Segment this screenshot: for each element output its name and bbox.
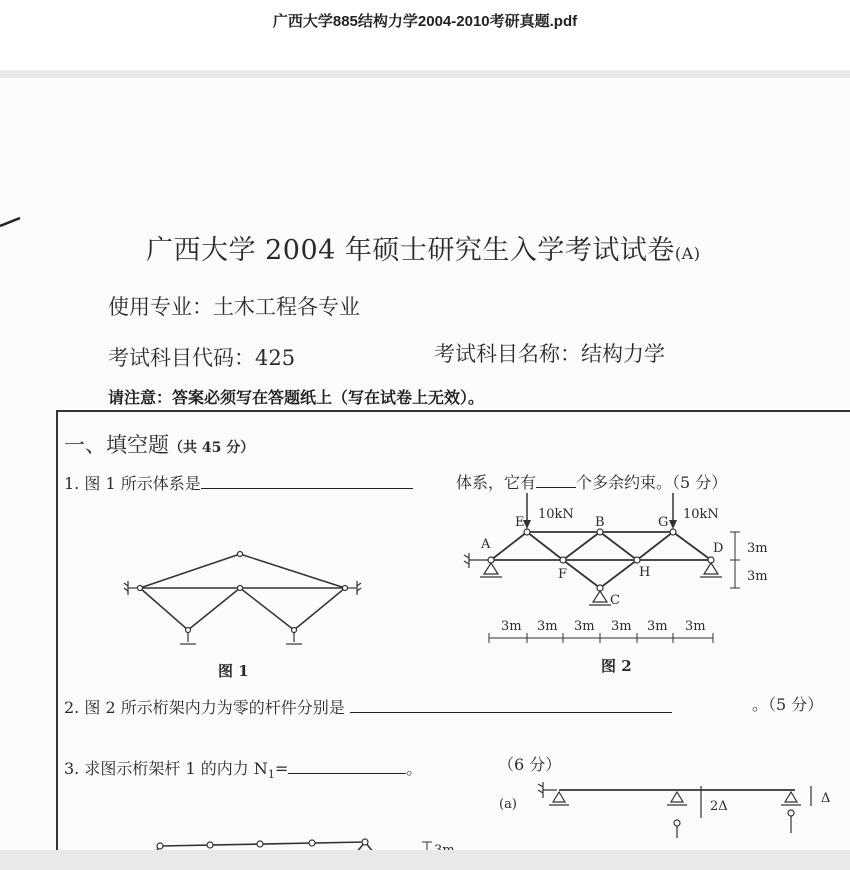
figure-2-span-1: 3m bbox=[501, 619, 522, 634]
question-3-blank[interactable] bbox=[288, 759, 406, 774]
exam-title-suffix: (A) bbox=[674, 244, 701, 263]
exam-title-text: 广西大学 2004 年硕士研究生入学考试试卷 bbox=[146, 235, 675, 266]
figure-2-span-4: 3m bbox=[611, 619, 632, 634]
figure-2-height-1: 3m bbox=[747, 541, 768, 556]
question-2-tail: 。（5 分） bbox=[752, 695, 824, 714]
exam-subject-code: 考试科目代码：425 bbox=[108, 346, 296, 370]
figure-2-node-e: E bbox=[515, 515, 525, 530]
figure-3a-dim-2delta: 2Δ bbox=[710, 799, 728, 814]
figure-3-truss bbox=[140, 828, 480, 850]
question-2 bbox=[64, 695, 672, 718]
question-1-number: 1. bbox=[64, 474, 80, 493]
question-1-text: 图 1 所示体系是 bbox=[84, 474, 201, 493]
exam-subject-name: 考试科目名称：结构力学 bbox=[434, 342, 665, 366]
figure-2-node-g: G bbox=[658, 515, 669, 530]
figure-3a bbox=[495, 778, 845, 850]
figure-2-caption: 图 2 bbox=[601, 657, 632, 675]
question-3-subscript: 1 bbox=[267, 768, 275, 782]
figure-2-node-a: A bbox=[481, 537, 491, 552]
figure-2-load-2: 10kN bbox=[683, 507, 719, 522]
figure-1-caption: 图 1 bbox=[218, 662, 249, 680]
figure-2-span-3: 3m bbox=[574, 619, 595, 634]
question-2-blank[interactable] bbox=[350, 698, 672, 713]
exam-major: 使用专业：土木工程各专业 bbox=[108, 295, 360, 319]
figure-3a-label: (a) bbox=[499, 797, 517, 812]
figure-2-span-5: 3m bbox=[647, 619, 668, 634]
section-heading bbox=[64, 429, 254, 459]
figure-2 bbox=[455, 488, 785, 658]
question-2-text: 图 2 所示桁架内力为零的杆件分别是 bbox=[84, 698, 345, 717]
figure-2-node-c: C bbox=[610, 593, 620, 608]
exam-notice: 请注意：答案必须写在答题纸上（写在试卷上无效）。 bbox=[108, 388, 485, 407]
question-3 bbox=[64, 756, 422, 781]
figure-2-node-d: D bbox=[713, 541, 724, 556]
title-bar bbox=[0, 0, 850, 70]
question-1-blank-a[interactable] bbox=[201, 474, 413, 489]
figure-1 bbox=[120, 548, 370, 678]
section-title: 一、填空题 bbox=[64, 433, 169, 457]
document-title: 广西大学885结构力学2004-2010考研真题.pdf bbox=[272, 13, 578, 30]
figure-2-node-f: F bbox=[558, 567, 568, 582]
question-1-middle: 体系，它有 bbox=[456, 473, 537, 492]
viewer-bottom-bar bbox=[0, 850, 850, 870]
pdf-page[interactable] bbox=[0, 78, 850, 850]
figure-2-span-2: 3m bbox=[537, 619, 558, 634]
figure-3-dim-3m bbox=[434, 843, 455, 850]
question-2-number: 2. bbox=[64, 698, 80, 717]
pen-mark bbox=[0, 208, 30, 238]
toolbar-divider bbox=[0, 70, 850, 78]
question-3-equals: = bbox=[274, 759, 289, 778]
question-3-number: 3. bbox=[64, 759, 80, 778]
figure-2-node-b: B bbox=[595, 515, 605, 530]
figure-2-node-h: H bbox=[639, 565, 651, 580]
question-1-end: 个多余约束。（5 分） bbox=[576, 473, 728, 492]
figure-2-height-2: 3m bbox=[747, 569, 768, 584]
question-1-blank-b[interactable] bbox=[536, 473, 576, 488]
exam-title bbox=[146, 228, 700, 267]
figure-3a-dim-delta: Δ bbox=[821, 791, 831, 806]
question-3-end: 。 bbox=[406, 759, 423, 778]
section-points: （共 45 分） bbox=[169, 440, 255, 456]
figure-2-load-1: 10kN bbox=[538, 507, 574, 522]
figure-2-span-6: 3m bbox=[685, 619, 706, 634]
question-3-points: （6 分） bbox=[498, 755, 562, 774]
question-1 bbox=[64, 471, 413, 494]
question-3-text: 求图示桁架杆 1 的内力 N bbox=[84, 759, 268, 778]
